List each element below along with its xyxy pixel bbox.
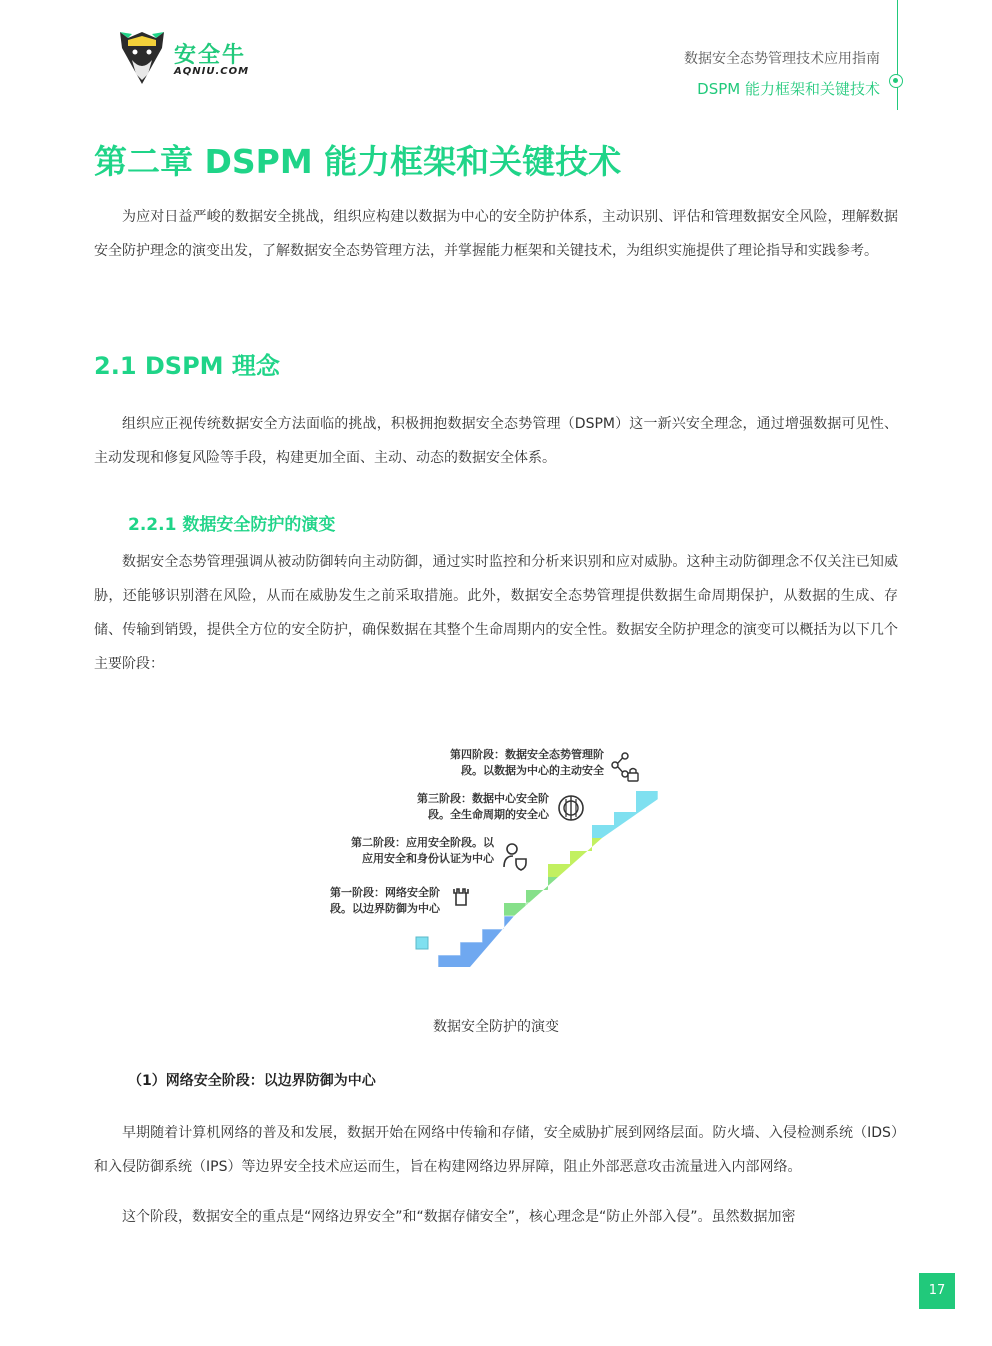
stair-segment-3 xyxy=(548,838,602,877)
stage-1-label xyxy=(300,885,440,917)
stage-label-line: 第二阶段：应用安全阶段。以 xyxy=(351,836,494,849)
globe-icon xyxy=(559,796,583,820)
subsection-paragraph: 数据安全态势管理强调从被动防御转向主动防御，通过实时监控和分析来识别和应对威胁。这种主动防御理念不仅关注已知威胁，还能够识别潜在风险，从而在威胁发生之前采取措施。此外，数据安全态势管理提供数据生命周期保护，从数据的生成、存储、传输到销毁，提供全方位的安全防护，确保数据在其整个生命周期内的安全性。数据安全防护理念的演变可以概括为以下几个主要阶段： xyxy=(94,554,898,672)
section-paragraph: 组织应正视传统数据安全方法面临的挑战，积极拥抱数据安全态势管理（DSPM）这一新兴安全理念，通过增强数据可见性、主动发现和修复风险等手段，构建更加全面、主动、动态的数据安全体系。 xyxy=(94,416,898,466)
doc-title: 数据安全态势管理技术应用指南 xyxy=(684,51,880,67)
bull-shield-icon xyxy=(118,28,166,86)
stage-heading: （1）网络安全阶段：以边界防御为中心 xyxy=(128,1073,376,1089)
stage-label-line: 段。以边界防御为中心 xyxy=(330,902,440,915)
chapter-label: DSPM 能力框架和关键技术 xyxy=(697,80,880,98)
brand-logo xyxy=(118,28,248,88)
stage-paragraph: 这个阶段，数据安全的重点是“网络边界安全”和“数据存储安全”，核心理念是“防止外部入侵”。虽然数据加密 xyxy=(122,1209,796,1225)
tower-icon xyxy=(454,889,468,905)
stage-paragraph: 早期随着计算机网络的普及和发展，数据开始在网络中传输和存储，安全威胁扩展到网络层面。防火墙、入侵检测系统（IDS）和入侵防御系统（IPS）等边界安全技术应运而生，旨在构建网络边界屏障，阻止外部恶意攻击流量进入内部网络。 xyxy=(94,1125,898,1175)
running-header xyxy=(684,48,880,99)
header-marker-icon xyxy=(889,74,903,88)
stage-label-line: 第四阶段：数据安全态势管理阶 xyxy=(450,748,604,761)
logo-text: 安全牛 xyxy=(174,43,247,68)
stage-4-label xyxy=(300,747,604,779)
logo-subtext: AQNIU.COM xyxy=(174,66,250,77)
intro-paragraph: 为应对日益严峻的数据安全挑战，组织应构建以数据为中心的安全防护体系，主动识别、评估和管理数据安全风险，理解数据安全防护理念的演变出发，了解数据安全态势管理方法，并掌握能力框架和关键技术，为组织实施提供了理论指导和实践参考。 xyxy=(94,209,898,259)
header-divider xyxy=(897,0,898,110)
stage-label-line: 段。全生命周期的安全心 xyxy=(428,808,549,821)
staircase-figure xyxy=(300,735,680,975)
user-shield-icon xyxy=(504,844,526,870)
stage-label-line: 第三阶段：数据中心安全阶 xyxy=(417,792,549,805)
stair-segment-2 xyxy=(504,877,558,916)
chapter-title: 第二章 DSPM 能力框架和关键技术 xyxy=(94,142,622,181)
stage-label-line: 段。以数据为中心的主动安全 xyxy=(461,764,604,777)
share-lock-icon xyxy=(612,753,638,781)
page-number: 17 xyxy=(919,1273,955,1309)
stage-2-label xyxy=(300,835,494,867)
stage-3-label xyxy=(300,791,549,823)
stage-label-line: 第一阶段：网络安全阶 xyxy=(330,886,440,899)
stair-segment-4 xyxy=(592,791,658,838)
subsection-heading: 2.2.1 数据安全防护的演变 xyxy=(128,515,336,535)
stage-label-line: 应用安全和身份认证为中心 xyxy=(362,852,494,865)
section-heading: 2.1 DSPM 理念 xyxy=(94,352,280,380)
start-square xyxy=(416,937,428,949)
figure-caption: 数据安全防护的演变 xyxy=(433,1019,559,1035)
